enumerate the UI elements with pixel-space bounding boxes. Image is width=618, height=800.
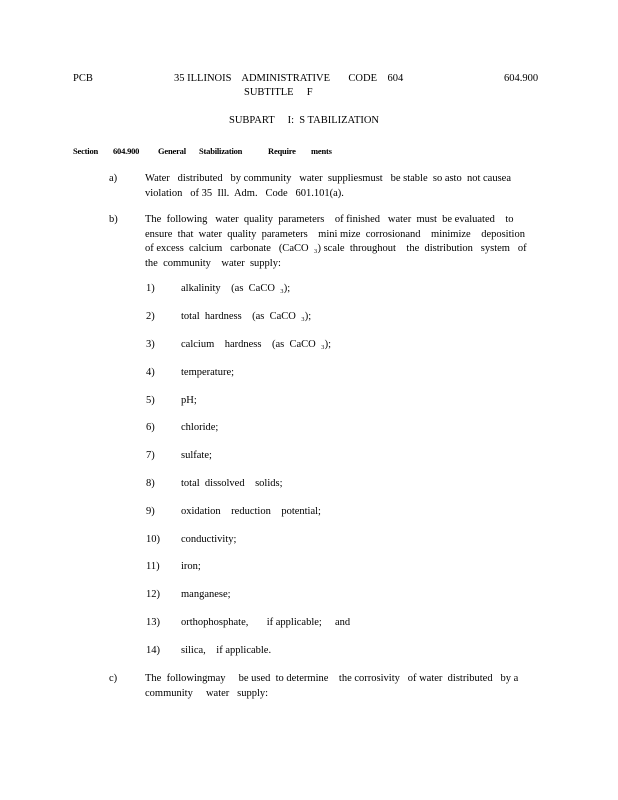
header-subtitle: SUBTITLE F <box>244 87 313 98</box>
subpart-title: SUBPART I: S TABILIZATION <box>229 115 380 126</box>
list-item-number: 1) <box>146 283 155 294</box>
paragraph-c-label: c) <box>109 673 118 684</box>
paragraph-c-line: The followingmay be used to determine the corrosivity of water distributed by a <box>145 673 519 684</box>
list-item-number: 9) <box>146 506 155 517</box>
list-item-text: alkalinity (as CaCO ₃); <box>181 283 291 294</box>
section-label: Section <box>73 146 99 156</box>
section-title-word-2: Stabilization <box>199 146 243 156</box>
section-number: 604.900 <box>113 146 140 156</box>
paragraph-b-text <box>145 213 535 271</box>
list-item-number: 4) <box>146 367 155 378</box>
paragraph-b-label: b) <box>109 214 118 225</box>
paragraph-b-line: of excess calcium carbonate (CaCO ₃) scale throughout the distribution system of <box>145 243 527 254</box>
list-item-text: silica, if applicable. <box>181 645 272 656</box>
list-item-number: 2) <box>146 311 155 322</box>
list-item-text: chloride; <box>181 422 219 433</box>
list-item-number: 12) <box>146 589 160 600</box>
header-right: 604.900 <box>504 73 539 84</box>
section-title-word-4: ments <box>311 146 332 156</box>
list-item-text: iron; <box>181 561 201 572</box>
paragraph-b-line: the community water supply: <box>145 257 281 269</box>
header-title: 35 ILLINOIS ADMINISTRATIVE CODE 604 <box>174 73 404 84</box>
list-item-number: 10) <box>146 534 160 545</box>
header-left: PCB <box>73 73 93 84</box>
list-item-number: 11) <box>146 561 160 572</box>
list-item-text: oxidation reduction potential; <box>181 506 321 517</box>
list-item-number: 7) <box>146 450 155 461</box>
list-item-text: pH; <box>181 395 197 406</box>
list-item-number: 14) <box>146 645 160 656</box>
list-item-text: temperature; <box>181 367 235 378</box>
section-title-word-3: Require <box>268 146 296 156</box>
list-item-text: total dissolved solids; <box>181 478 283 489</box>
list-item-text: sulfate; <box>181 450 212 461</box>
paragraph-c-line: community water supply: <box>145 687 269 699</box>
list-item-number: 13) <box>146 617 160 628</box>
paragraph-b-line: The following water quality parameters of finished water must be evaluated to <box>145 214 514 225</box>
list-item-text: total hardness (as CaCO ₃); <box>181 311 312 322</box>
list-item-text: conductivity; <box>181 534 237 545</box>
paragraph-a-line: violation of 35 Ill. Adm. Code 601.101(a). <box>145 187 344 199</box>
list-item-number: 8) <box>146 478 155 489</box>
list-item-text: calcium hardness (as CaCO ₃); <box>181 339 332 350</box>
list-item-number: 6) <box>146 422 155 433</box>
list-item-text: orthophosphate, if applicable; and <box>181 617 351 628</box>
paragraph-a-label: a) <box>109 173 118 184</box>
list-item-number: 5) <box>146 395 155 406</box>
list-item-text: manganese; <box>181 589 231 600</box>
list-item-number: 3) <box>146 339 155 350</box>
section-title-word-1: General <box>158 146 186 156</box>
paragraph-b-line: ensure that water quality parameters mini mize corrosionand minimize deposition <box>145 228 525 240</box>
paragraph-a-text <box>145 172 535 201</box>
paragraph-a-line: Water distributed by community water suppliesmust be stable so asto not causea <box>145 173 511 184</box>
paragraph-c-text <box>145 672 535 701</box>
